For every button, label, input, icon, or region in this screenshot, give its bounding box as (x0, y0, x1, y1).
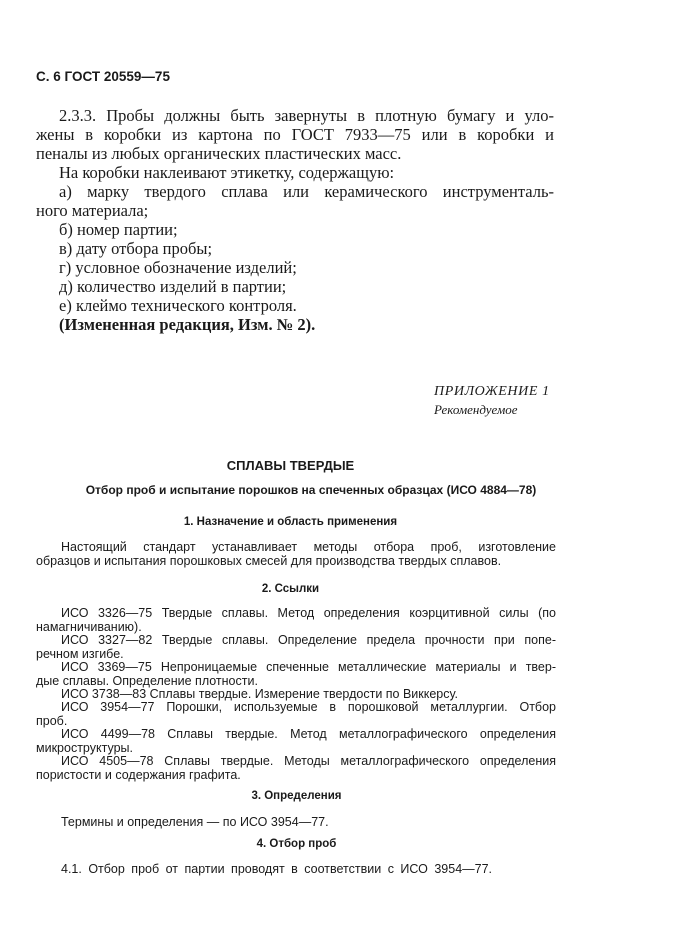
label-item-d: д) количество изделий в партии; (59, 277, 287, 296)
ref-iso-4505-line-2: пористости и содержания графита. (36, 768, 241, 782)
ref-iso-3954-line-2: проб. (36, 714, 68, 728)
appendix-subtitle: Рекомендуемое (434, 402, 518, 417)
section-1-line-1: Настоящий стандарт устанавливает методы отбора проб, изготовление (61, 540, 556, 554)
section-4-text: 4.1. Отбор проб от партии проводят в соответствии с ИСО 3954—77. (61, 862, 493, 876)
amendment-note: (Измененная редакция, Изм. № 2). (59, 315, 316, 334)
ref-iso-3738-line-1: ИСО 3738—83 Сплавы твердые. Измерение твердости по Виккерсу. (61, 687, 458, 701)
section-3-heading: 3. Определения (251, 790, 342, 802)
ref-iso-4499-line-2: микроструктуры. (36, 741, 133, 755)
ref-iso-3327-line-1: ИСО 3327—82 Твердые сплавы. Определение предела прочности при попе- (61, 633, 556, 647)
ref-iso-4505-line-1: ИСО 4505—78 Сплавы твердые. Методы металлографического определения (61, 754, 556, 768)
ref-iso-3326-line-2: намагничиванию). (36, 620, 142, 634)
label-item-b: б) номер партии; (59, 220, 178, 239)
ref-iso-3327-line-2: речном изгибе. (36, 647, 124, 661)
ref-iso-3369-line-1: ИСО 3369—75 Непроницаемые спеченные металлические материалы и твер- (61, 660, 556, 674)
document-title: СПЛАВЫ ТВЕРДЫЕ (226, 458, 355, 473)
section-4-heading: 4. Отбор проб (256, 838, 337, 850)
section-3-text: Термины и определения — по ИСО 3954—77. (61, 815, 329, 829)
ref-iso-4499-line-1: ИСО 4499—78 Сплавы твердые. Метод металлографического определения (61, 727, 556, 741)
document-subtitle: Отбор проб и испытание порошков на спеченных образцах (ИСО 4884—78) (85, 483, 537, 497)
ref-iso-3369-line-2: дые сплавы. Определение плотности. (36, 674, 258, 688)
label-item-g: г) условное обозначение изделий; (59, 258, 297, 277)
appendix-title: ПРИЛОЖЕНИЕ 1 (434, 384, 550, 399)
label-item-a-cont: ного материала; (36, 201, 149, 220)
section-1-line-2: образцов и испытания порошковых смесей для производства твердых сплавов. (36, 554, 502, 568)
label-item-a: а) марку твердого сплава или керамического инструменталь- (59, 182, 554, 201)
clause-2-3-3-line-2: жены в коробки из картона по ГОСТ 7933—75 или в коробки и (36, 125, 554, 144)
page-header: С. 6 ГОСТ 20559—75 (36, 69, 170, 84)
clause-2-3-3-line-1: 2.3.3. Пробы должны быть завернуты в плотную бумагу и уло- (59, 106, 554, 125)
label-item-v: в) дату отбора пробы; (59, 239, 213, 258)
label-item-e: е) клеймо технического контроля. (59, 296, 297, 315)
label-intro: На коробки наклеивают этикетку, содержащую: (59, 163, 395, 182)
ref-iso-3954-line-1: ИСО 3954—77 Порошки, используемые в порошковой металлургии. Отбор (61, 700, 556, 714)
clause-2-3-3-line-3: пеналы из любых органических пластических масс. (36, 144, 402, 163)
section-2-heading: 2. Ссылки (261, 583, 320, 595)
section-1-heading: 1. Назначение и область применения (183, 516, 398, 528)
ref-iso-3326-line-1: ИСО 3326—75 Твердые сплавы. Метод определения коэрцитивной силы (по (61, 606, 556, 620)
